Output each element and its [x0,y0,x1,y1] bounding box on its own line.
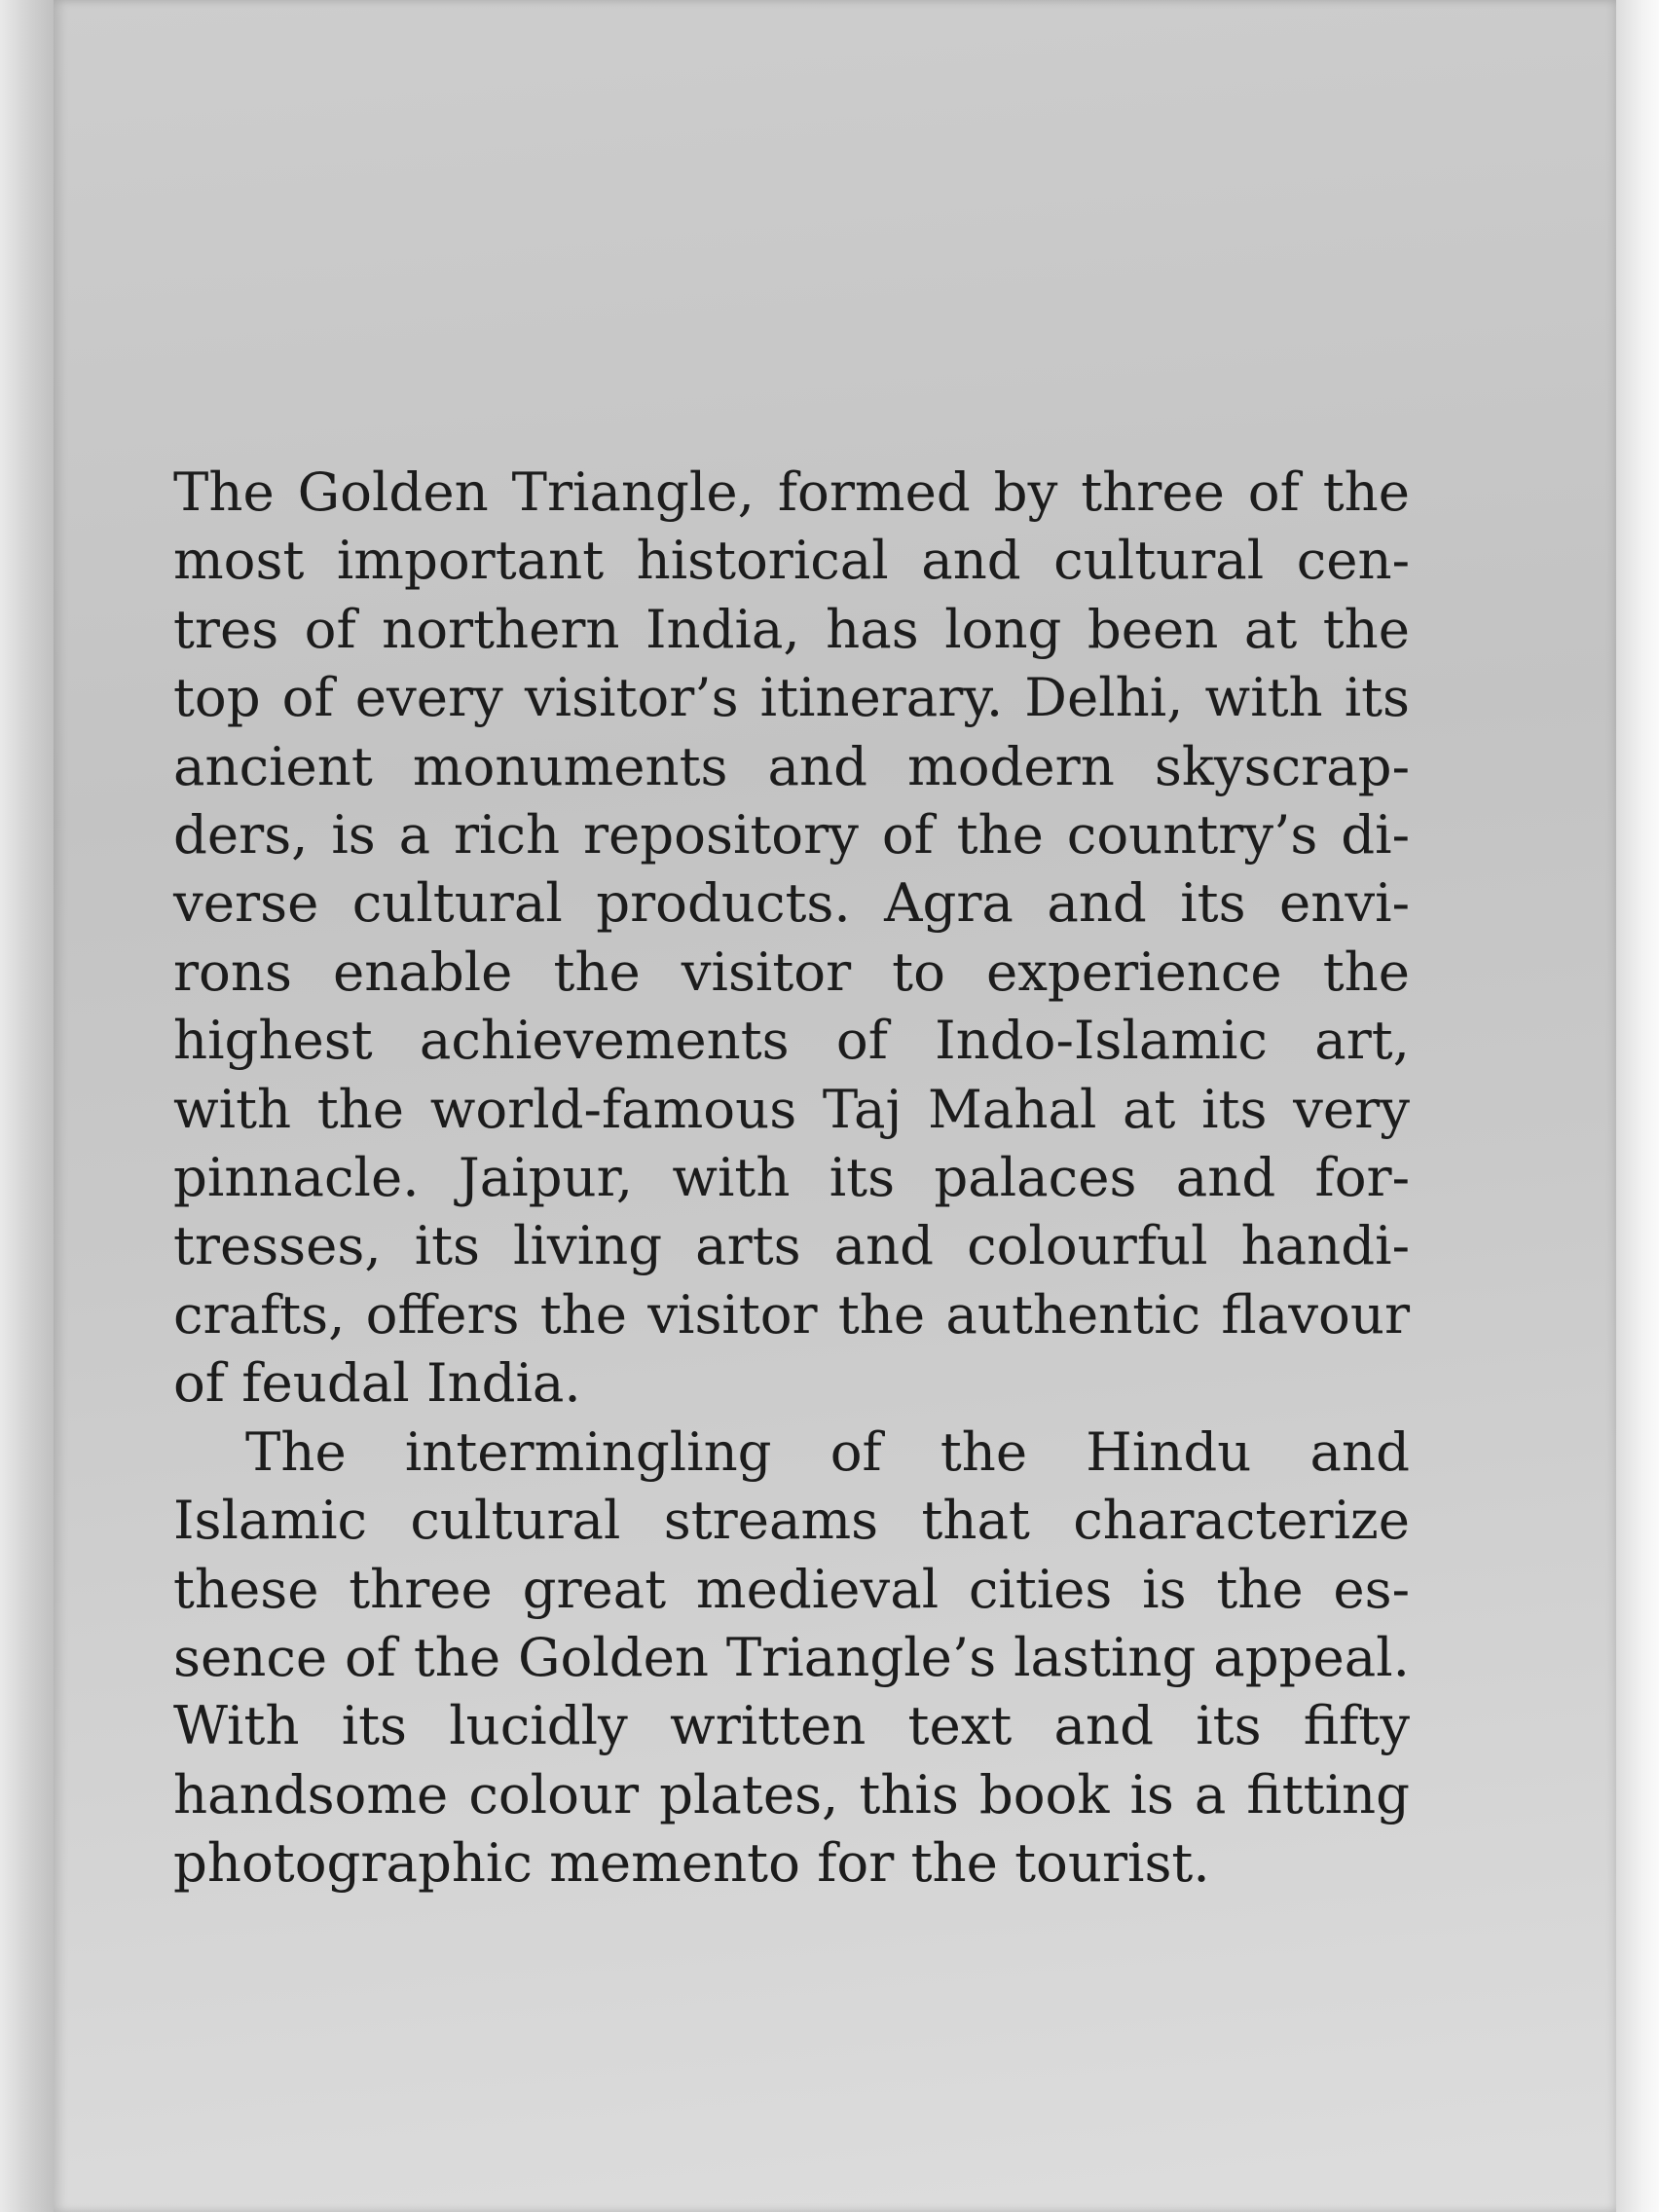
blurb-paragraph-1: The Golden Triangle, formed by three of the most important historical and cultural centres of northern India, has long been at the top of every visitor’s itinerary. Delhi, with its ancient monuments and modern skyscrapders, is a rich repository of the country’s diverse cultural products. Agra and its environs enable the visitor to experience the highest achievements of Indo-Islamic art, with the world-famous Taj Mahal at its very pinnacle. Jaipur, with its palaces and fortresses, its living arts and colourful handicrafts, offers the visitor the authentic flavour of feudal India. [173,461,1410,1415]
cover-blurb [173,458,1410,1898]
page-edge [1616,0,1659,2212]
spine-shadow [0,0,58,2212]
blurb-paragraph-2: The intermingling of the Hindu and Islamic cultural streams that characterize these three great medieval cities is the essence of the Golden Triangle’s lasting appeal. With its lucidly written text and its fifty handsome colour plates, this book is a fitting photographic memento for the tourist. [173,1419,1410,1895]
